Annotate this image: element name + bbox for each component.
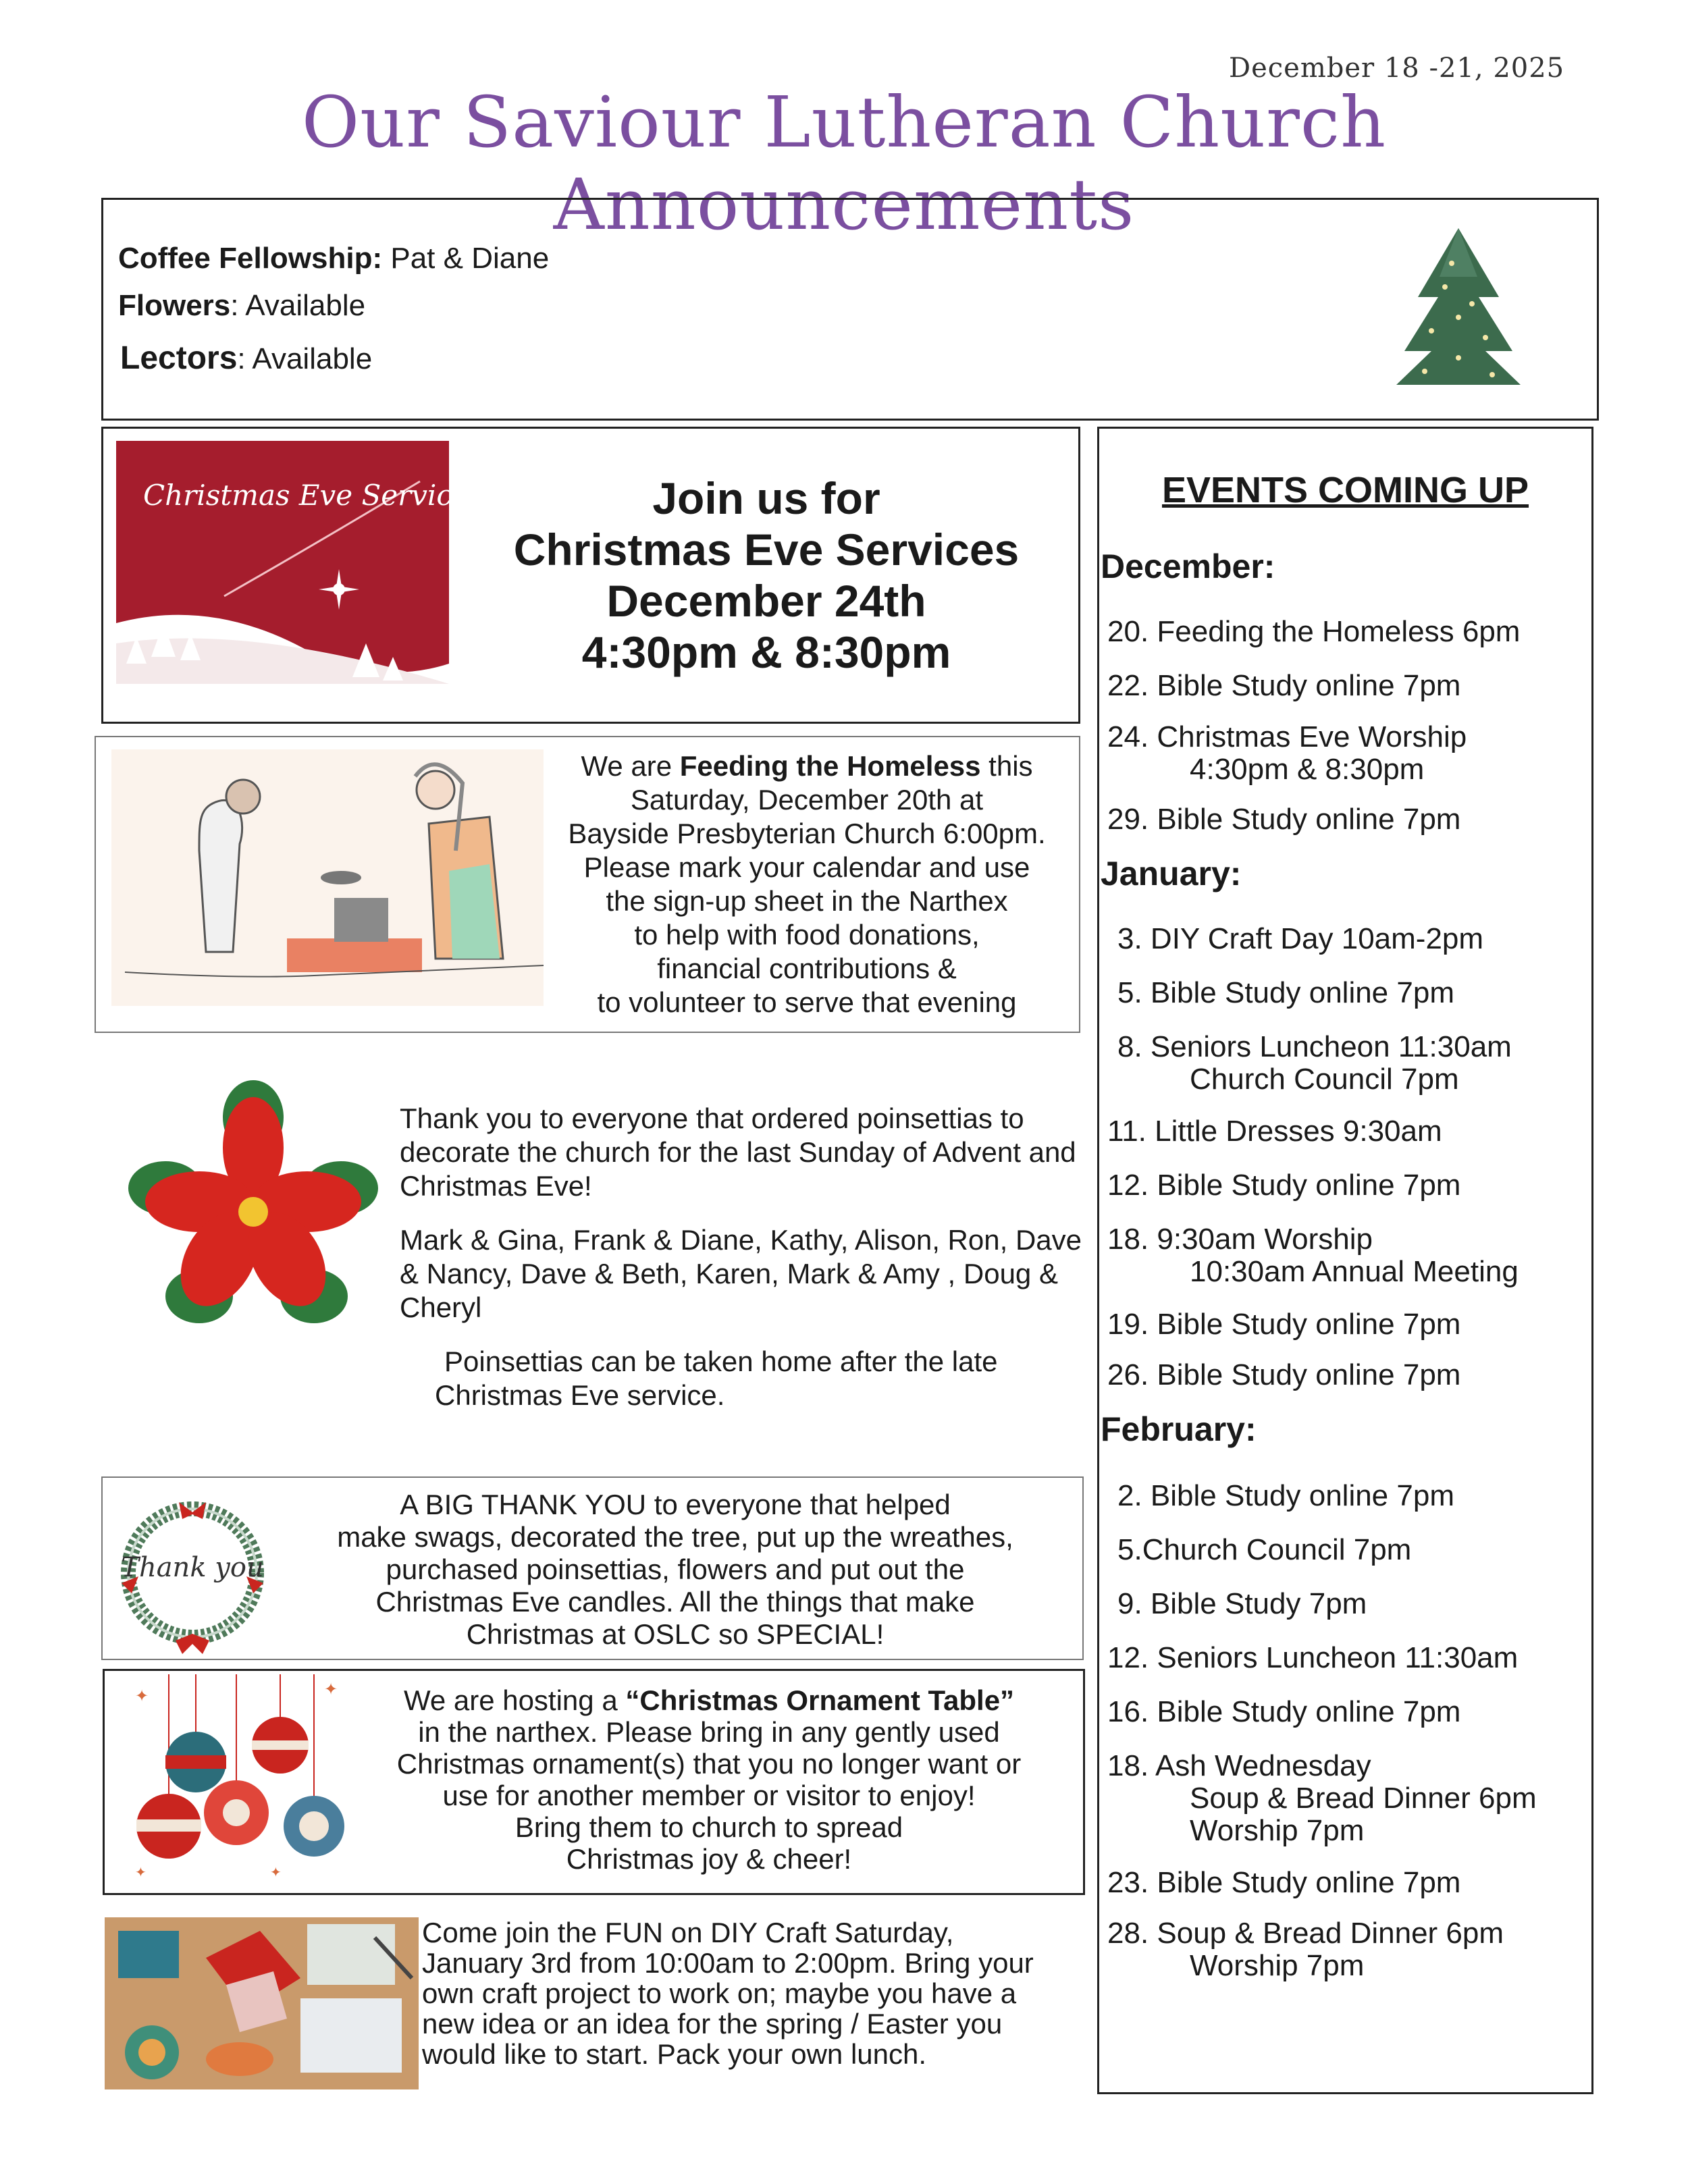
thank-you-script: Thank you [121, 1552, 264, 1583]
thank-you-line-5: Christmas at OSLC so SPECIAL! [466, 1618, 885, 1650]
card-script-text: Christmas Eve Services [143, 479, 484, 512]
event-jan-2 [1117, 977, 1454, 1009]
craft-line-3: own craft project to work on; maybe you have a [422, 1977, 1017, 2009]
event-subtext: 10:30am Annual Meeting [1190, 1255, 1519, 1288]
event-text: 19. Bible Study online 7pm [1107, 1308, 1461, 1341]
event-dec-3 [1107, 721, 1467, 786]
flowers-line [118, 289, 365, 323]
craft-line-1: Come join the FUN on DIY Craft Saturday, [422, 1917, 954, 1948]
svg-text:✦: ✦ [324, 1680, 338, 1699]
event-text: 20. Feeding the Homeless 6pm [1107, 615, 1521, 648]
event-text: 11. Little Dresses 9:30am [1107, 1115, 1442, 1148]
homeless-line-5: the sign-up sheet in the Narthex [606, 885, 1008, 917]
event-text: 18. Ash Wednesday [1107, 1749, 1371, 1782]
ornament-pre: We are hosting a [403, 1684, 626, 1716]
flowers-label: Flowers [118, 289, 231, 322]
event-jan-1 [1117, 923, 1483, 955]
event-text: 16. Bible Study online 7pm [1107, 1695, 1461, 1728]
event-text: 12. Seniors Luncheon 11:30am [1107, 1641, 1519, 1674]
christmas-eve-announcement [459, 473, 1074, 678]
homeless-line-4: Please mark your calendar and use [583, 851, 1030, 883]
lectors-label: Lectors [120, 340, 238, 376]
event-jan-5 [1107, 1169, 1460, 1202]
craft-illustration [105, 1917, 419, 2089]
event-jan-4 [1107, 1115, 1442, 1148]
ornaments-illustration [122, 1674, 351, 1890]
ornament-line-6: Christmas joy & cheer! [566, 1843, 852, 1875]
event-text: 9. Bible Study 7pm [1117, 1587, 1367, 1620]
poinsettia-icon [125, 1087, 381, 1330]
event-text: 3. DIY Craft Day 10am-2pm [1117, 922, 1484, 955]
event-text: 26. Bible Study online 7pm [1107, 1358, 1461, 1391]
ornament-bold: “Christmas Ornament Table” [625, 1684, 1015, 1716]
craft-line-4: new idea or an idea for the spring / Easter you [422, 2008, 1003, 2040]
homeless-line-1 [550, 749, 1063, 783]
bulletin-date: December 18 -21, 2025 [1229, 53, 1565, 84]
homeless-line-2: Saturday, December 20th at [630, 784, 984, 816]
poinsettia-thanks: Thank you to everyone that ordered poinsettias to decorate the church for the last Sunday of Advent and Christmas Eve! [400, 1102, 1076, 1202]
times-line: 4:30pm & 8:30pm [581, 627, 951, 677]
thank-you-line-3: purchased poinsettias, flowers and put out the [386, 1553, 965, 1585]
svg-text:✦: ✦ [135, 1865, 147, 1880]
event-text: 5. Bible Study online 7pm [1117, 976, 1454, 1009]
event-feb-5 [1107, 1696, 1460, 1728]
event-jan-3 [1117, 1031, 1512, 1096]
events-title: EVENTS COMING UP [1161, 470, 1529, 510]
lectors-value: : Available [237, 342, 373, 375]
poinsettia-pickup-2: Christmas Eve service. [435, 1379, 725, 1411]
svg-text:✦: ✦ [270, 1865, 282, 1880]
event-jan-7 [1107, 1308, 1460, 1341]
event-jan-8 [1107, 1359, 1460, 1391]
events-january-heading: January: [1101, 855, 1242, 893]
homeless-line-3: Bayside Presbyterian Church 6:00pm. [568, 818, 1046, 849]
event-feb-4 [1107, 1642, 1518, 1674]
ornament-line-1 [351, 1684, 1067, 1716]
event-text: 2. Bible Study online 7pm [1117, 1479, 1454, 1512]
coffee-value: Pat & Diane [390, 242, 550, 275]
event-dec-1 [1107, 616, 1520, 648]
poinsettia-text [400, 1102, 1088, 1412]
services-line: Christmas Eve Services [513, 525, 1020, 575]
ornament-line-4: use for another member or visitor to enjoy! [442, 1780, 976, 1811]
craft-line-2: January 3rd from 10:00am to 2:00pm. Bring your [422, 1947, 1034, 1979]
event-subtext: Church Council 7pm [1190, 1063, 1459, 1096]
christmas-tree-icon [1391, 223, 1526, 392]
homeless-post: this [980, 750, 1033, 782]
craft-text [422, 1917, 1070, 2069]
homeless-text [550, 749, 1063, 1019]
event-dec-4 [1107, 803, 1460, 836]
event-text: 12. Bible Study online 7pm [1107, 1169, 1461, 1202]
event-subtext: Worship 7pm [1190, 1949, 1365, 1982]
page-title: Our Saviour Lutheran Church Announcements [301, 81, 1387, 246]
ornament-text [351, 1684, 1067, 1875]
coffee-label: Coffee Fellowship: [118, 242, 383, 275]
event-subtext-2: Worship 7pm [1190, 1814, 1365, 1847]
event-text: 24. Christmas Eve Worship [1107, 720, 1467, 753]
coffee-fellowship-line [118, 242, 549, 275]
event-text: 18. 9:30am Worship [1107, 1223, 1373, 1256]
thank-you-text [284, 1489, 1067, 1651]
thank-you-line-2: make swags, decorated the tree, put up the wreathes, [337, 1521, 1013, 1553]
homeless-bold: Feeding the Homeless [679, 750, 981, 782]
event-feb-1 [1117, 1480, 1454, 1512]
lectors-line [120, 340, 372, 377]
event-jan-6 [1107, 1223, 1519, 1288]
event-text: 28. Soup & Bread Dinner 6pm [1107, 1917, 1504, 1950]
flowers-value: : Available [230, 289, 366, 322]
event-text: 8. Seniors Luncheon 11:30am [1117, 1030, 1512, 1063]
event-text: 23. Bible Study online 7pm [1107, 1866, 1461, 1899]
thank-you-line-4: Christmas Eve candles. All the things that make [375, 1586, 975, 1618]
homeless-line-6: to help with food donations, [634, 919, 980, 951]
craft-line-5: would like to start. Pack your own lunch. [422, 2038, 927, 2070]
serving-food-illustration [111, 749, 544, 1006]
date-line: December 24th [606, 576, 926, 626]
christmas-eve-card-image [116, 441, 484, 684]
svg-text:✦: ✦ [135, 1687, 149, 1705]
event-text: 5.Church Council 7pm [1117, 1533, 1412, 1566]
event-feb-8 [1107, 1917, 1504, 1982]
events-december-heading: December: [1101, 548, 1275, 585]
poinsettia-pickup-1: Poinsettias can be taken home after the late [444, 1346, 998, 1377]
ornament-line-2: in the narthex. Please bring in any gently used [418, 1716, 1000, 1748]
ornament-line-5: Bring them to church to spread [515, 1811, 903, 1843]
event-subtext: 4:30pm & 8:30pm [1190, 753, 1425, 786]
homeless-line-7: financial contributions & [657, 953, 957, 984]
event-feb-2 [1117, 1534, 1411, 1566]
join-us-line: Join us for [652, 473, 880, 523]
event-text: 29. Bible Study online 7pm [1107, 803, 1461, 836]
event-feb-7 [1107, 1867, 1460, 1899]
thank-you-wreath-icon [111, 1482, 273, 1657]
event-feb-3 [1117, 1588, 1367, 1620]
event-feb-6 [1107, 1750, 1537, 1847]
homeless-pre: We are [581, 750, 680, 782]
homeless-line-8: to volunteer to serve that evening [597, 986, 1017, 1018]
poinsettia-donors: Mark & Gina, Frank & Diane, Kathy, Alison, Ron, Dave & Nancy, Dave & Beth, Karen, Mark & Amy , Doug & Cheryl [400, 1224, 1082, 1323]
thank-you-line-1: A BIG THANK YOU to everyone that helped [400, 1489, 951, 1520]
event-text: 22. Bible Study online 7pm [1107, 669, 1461, 702]
ornament-line-3: Christmas ornament(s) that you no longer want or [396, 1748, 1022, 1780]
event-dec-2 [1107, 670, 1460, 702]
event-subtext: Soup & Bread Dinner 6pm [1190, 1782, 1537, 1815]
events-february-heading: February: [1101, 1410, 1257, 1448]
